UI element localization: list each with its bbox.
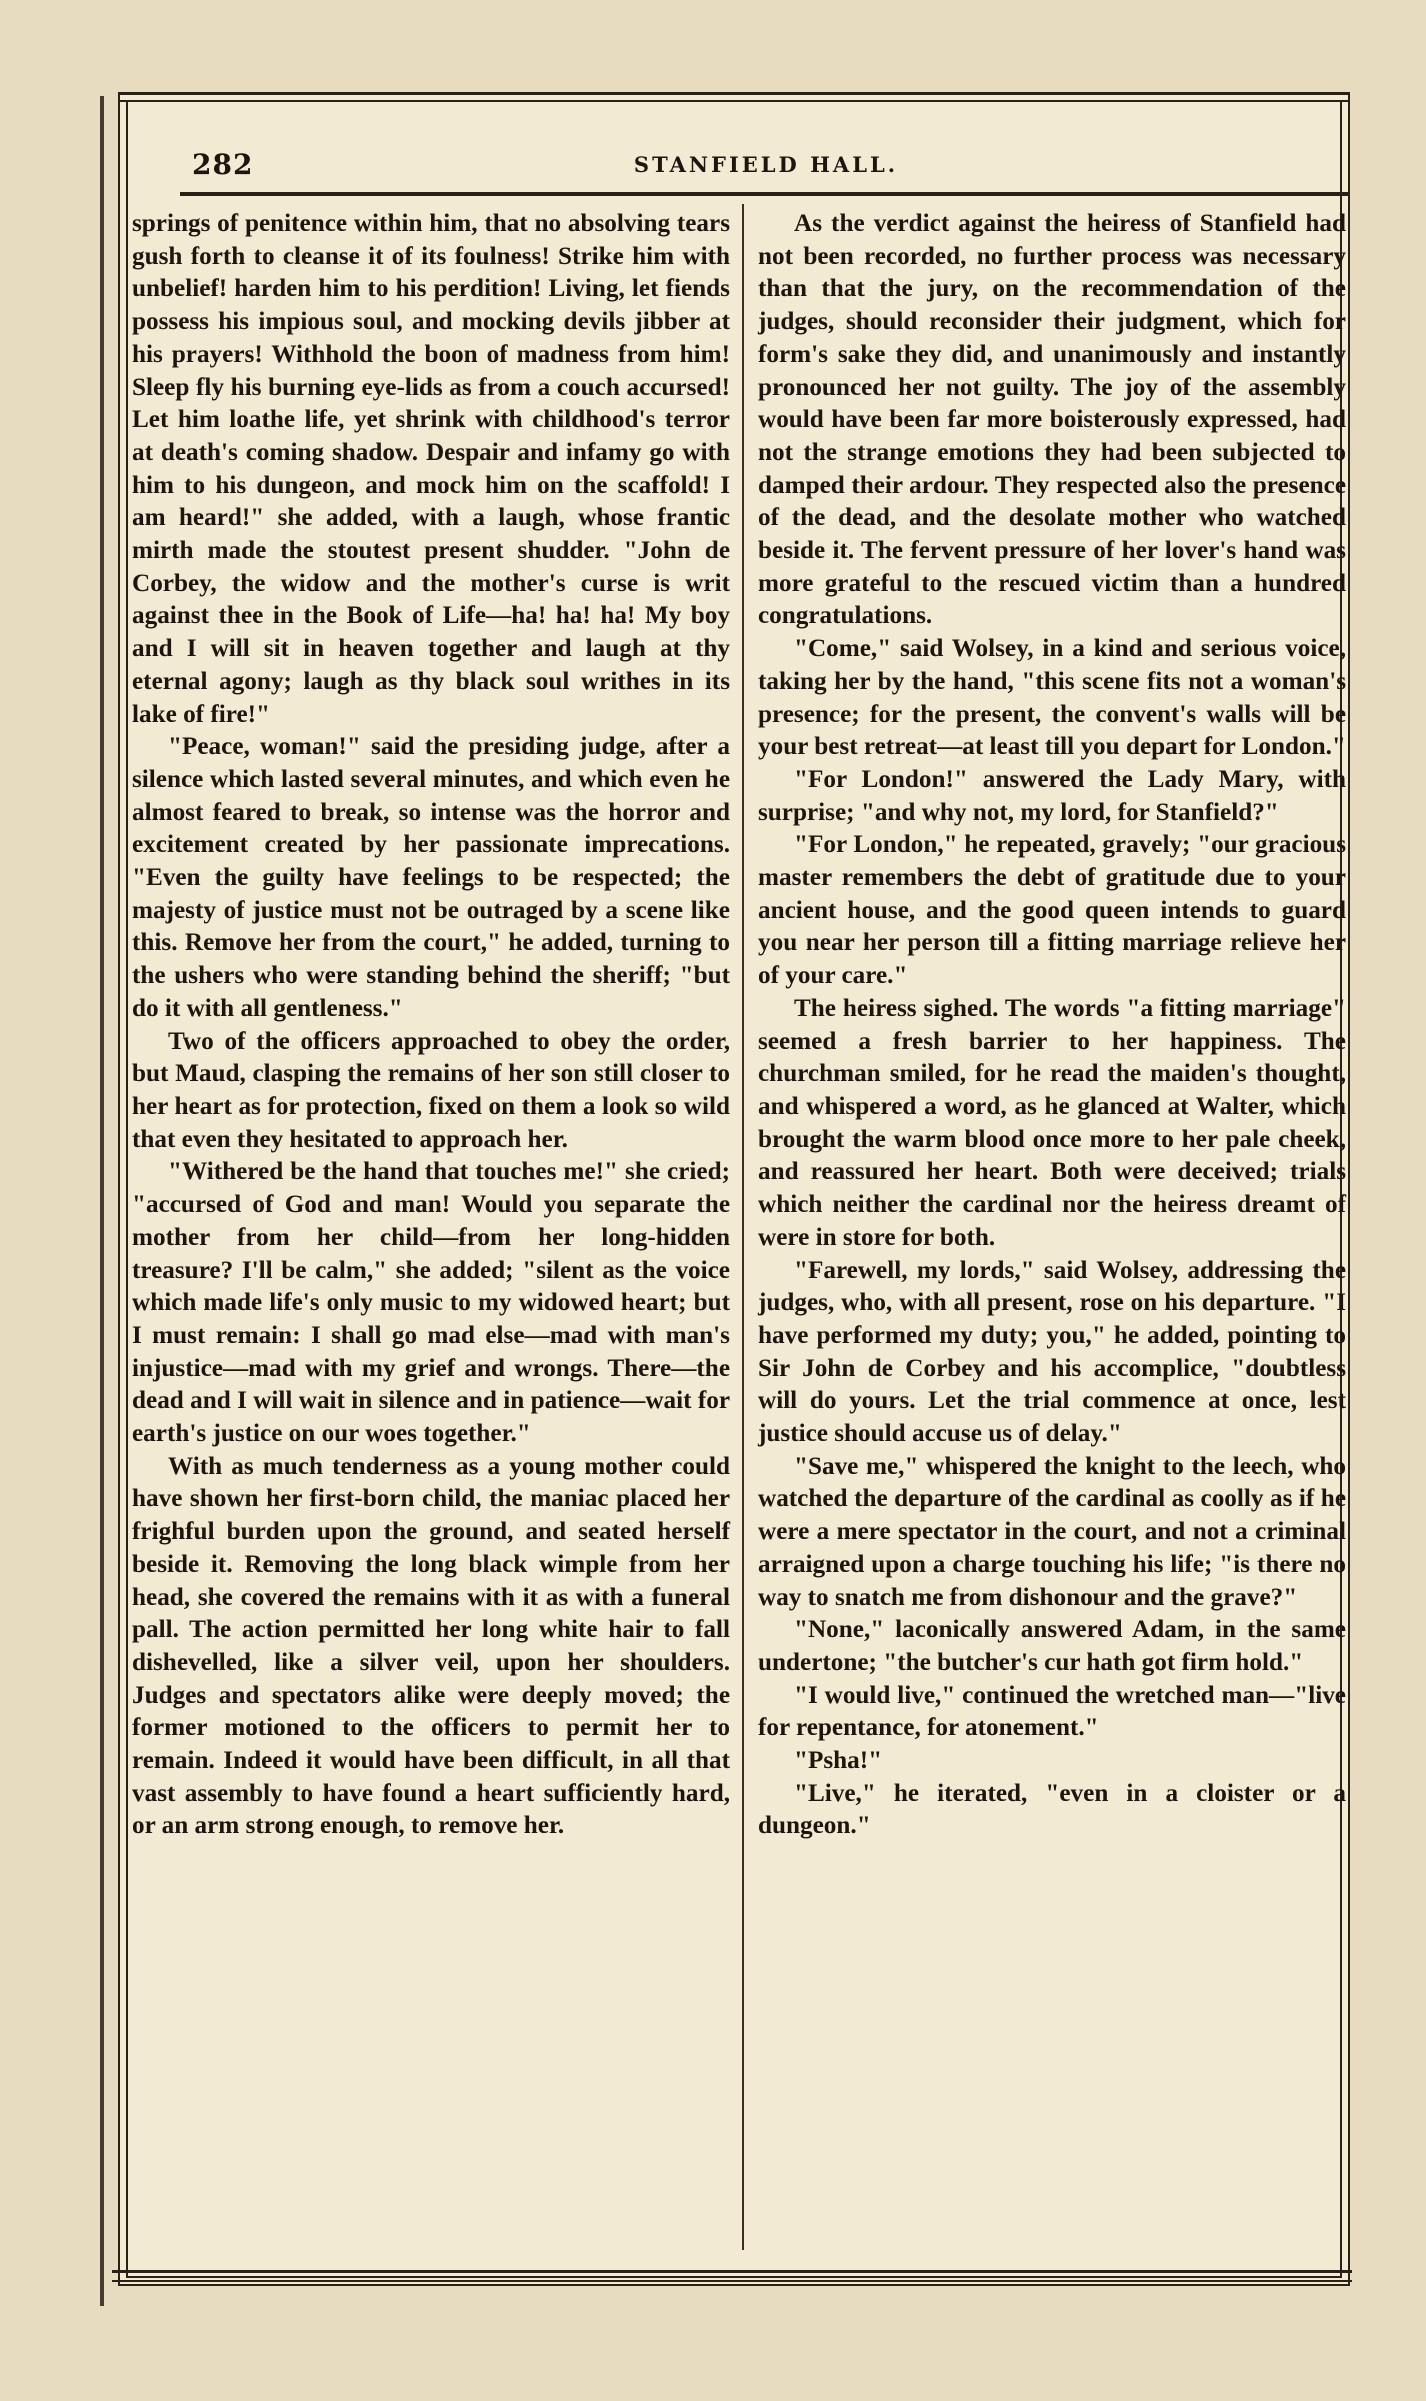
paragraph: "Farewell, my lords," said Wolsey, addressing the judges, who, with all present, rose on his departure. "I have performed my duty; you," he added, pointing to Sir John de Corbey and his accomplice, "doubtless will do yours. Let the trial commence at once, lest justice should accuse us of delay." — [758, 1256, 1346, 1448]
paragraph: "For London!" answered the Lady Mary, with surprise; "and why not, my lord, for Stanfield?" — [758, 765, 1346, 826]
header-rule — [180, 192, 1348, 196]
left-column — [132, 208, 730, 1843]
paragraph: "Live," he iterated, "even in a cloister or a dungeon." — [758, 1779, 1346, 1840]
paragraph: Two of the officers approached to obey the order, but Maud, clasping the remains of her son still closer to her heart as for protection, fixed on them a look so wild that even they hesitated to approach her. — [132, 1027, 730, 1153]
column-divider — [742, 204, 744, 2250]
page-header — [192, 148, 1340, 196]
paragraph: "Withered be the hand that touches me!" she cried; "accursed of God and man! Would you separate the mother from her child—from her long-hidden treasure? I'll be calm," she added; "silent as the voice which made life's only music to my widowed heart; but I must remain: I shall go mad else—mad with man's injustice—mad with my grief and wrongs. There—the dead and I will wait in silence and in patience—wait for earth's justice on our woes together." — [132, 1158, 730, 1448]
paragraph: With as much tenderness as a young mother could have shown her first-born child, the maniac placed her frighful burden upon the ground, and seated herself beside it. Removing the long black wimple from her head, she covered the remains with it as with a funeral pall. The action permitted her long white hair to fall dishevelled, like a silver veil, upon her shoulders. Judges and spectators alike were deeply moved; the former motioned to the officers to permit her to remain. Indeed it would have been difficult, in all that vast assembly to have found a heart sufficiently hard, or an arm strong enough, to remove her. — [132, 1452, 730, 1840]
paragraph: "I would live," continued the wretched man—"live for repentance, for atonement." — [758, 1681, 1346, 1742]
right-column — [758, 208, 1346, 1843]
paragraph: The heiress sighed. The words "a fitting marriage" seemed a fresh barrier to her happiness. The churchman smiled, for he read the maiden's thought, and whispered a word, as he glanced at Walter, which brought the warm blood once more to her pale cheek, and reassured her heart. Both were deceived; trials which neither the cardinal nor the heiress dreamt of were in store for both. — [758, 994, 1346, 1251]
binding-edge — [100, 96, 104, 2306]
paragraph: springs of penitence within him, that no absolving tears gush forth to cleanse it of its foulness! Strike him with unbelief! harden him to his perdition! Living, let fiends possess his impious soul, and mocking devils jibber at his prayers! Withhold the boon of madness from him! Sleep fly his burning eye-lids as from a couch accursed! Let him loathe life, yet shrink with childhood's terror at death's coming shadow. Despair and infamy go with him to his dungeon, and mock him on the scaffold! I am heard!" she added, with a laugh, whose frantic mirth made the stoutest present shudder. "John de Corbey, the widow and the mother's curse is writ against thee in the Book of Life—ha! ha! ha! My boy and I will sit in heaven together and laugh at thy eternal agony; laugh as thy black soul writhes in its lake of fire!" — [132, 210, 730, 728]
page-number: 282 — [192, 148, 254, 181]
paragraph: "Come," said Wolsey, in a kind and serious voice, taking her by the hand, "this scene fits not a woman's presence; for the present, the convent's walls will be your best retreat—at least till you depart for London." — [758, 635, 1346, 761]
running-title: STANFIELD HALL. — [633, 152, 899, 177]
paragraph: "Psha!" — [794, 1747, 883, 1775]
bottom-border-rule — [112, 2270, 1352, 2282]
paragraph: "Save me," whispered the knight to the leech, who watched the departure of the cardinal as coolly as if he were a mere spectator in the court, and not a criminal arraigned upon a charge touching his life; "is there no way to snatch me from dishonour and the grave?" — [758, 1452, 1346, 1611]
paragraph: "For London," he repeated, gravely; "our gracious master remembers the debt of gratitude due to your ancient house, and the good queen intends to guard you near her person till a fitting marriage relieve her of your care." — [758, 831, 1346, 990]
top-border-rule — [118, 92, 1350, 102]
paragraph: "None," laconically answered Adam, in the same undertone; "the butcher's cur hath got firm hold." — [758, 1616, 1346, 1676]
paragraph: As the verdict against the heiress of Stanfield had not been recorded, no further process was necessary than that the jury, on the recommendation of the judges, should reconsider their judgment, which for form's sake they did, and unanimously and instantly pronounced her not guilty. The joy of the assembly would have been far more boisterously expressed, had not the strange emotions they had been subjected to damped their ardour. They respected also the presence of the dead, and the desolate mother who watched beside it. The fervent pressure of her lover's hand was more grateful to the rescued victim than a hundred congratulations. — [758, 210, 1346, 630]
paragraph: "Peace, woman!" said the presiding judge, after a silence which lasted several minutes, and which even he almost feared to break, so intense was the horror and excitement created by her passionate imprecations. "Even the guilty have feelings to be respected; the majesty of justice must not be outraged by a scene like this. Remove her from the court," he added, turning to the ushers who were standing behind the sheriff; "but do it with all gentleness." — [132, 733, 730, 1022]
